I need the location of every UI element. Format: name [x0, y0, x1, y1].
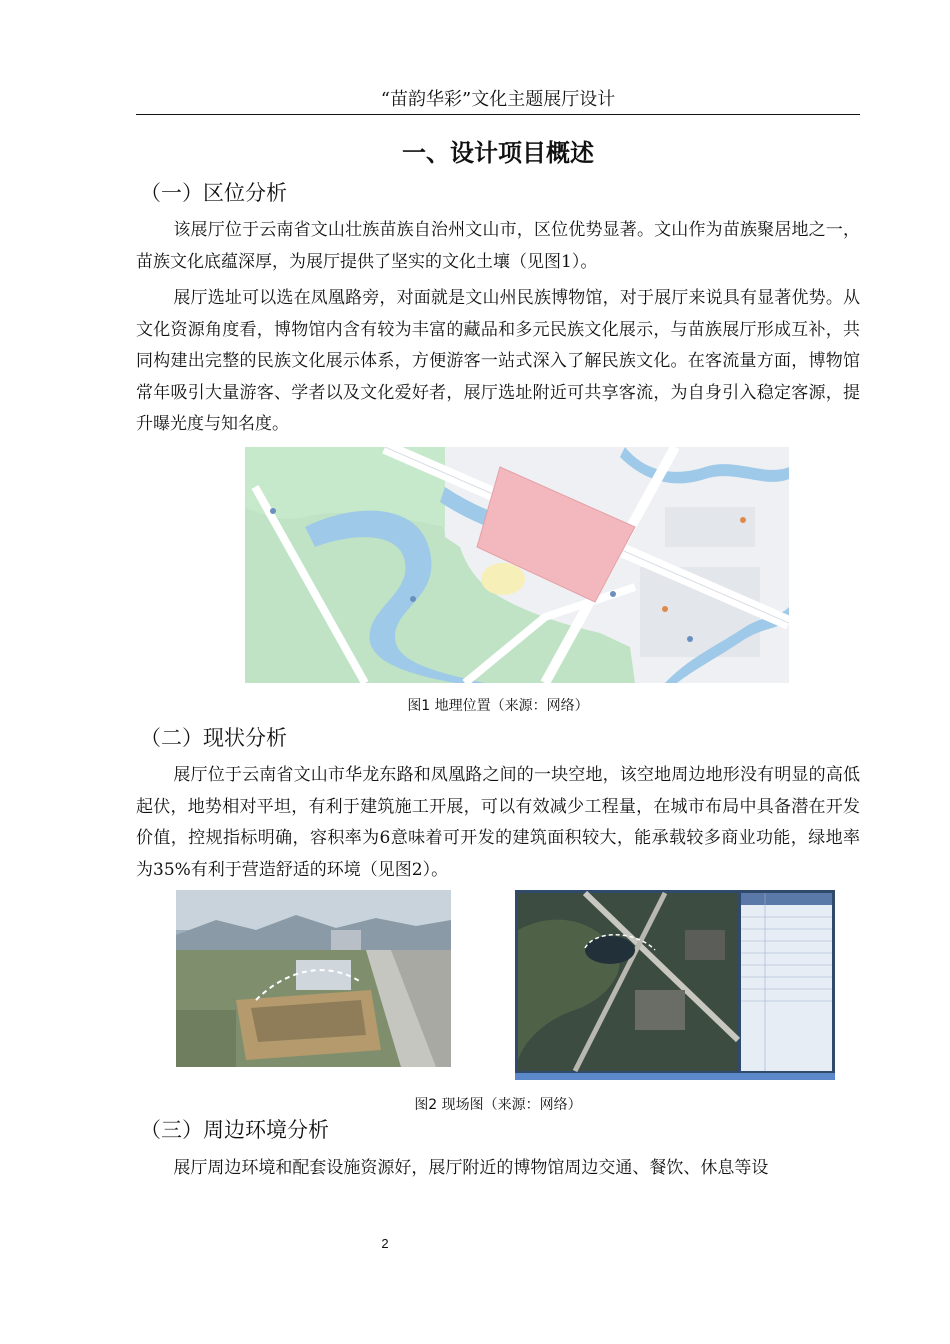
subsection-title-surroundings: （三）周边环境分析 [140, 1118, 329, 1142]
paragraph-location-2: 展厅选址可以选在凤凰路旁，对面就是文山州民族博物馆，对于展厅来说具有显著优势。从文化资源角度看，博物馆内含有较为丰富的藏品和多元民族文化展示，与苗族展厅形成互补，共同构建出完整的民族文化展示体系，方便游客一站式深入了解民族文化。在客流量方面，博物馆常年吸引大量游客、学者以及文化爱好者，展厅选址附近可共享客流，为自身引入稳定客源，提升曝光度与知名度。 [136, 288, 860, 434]
paragraph-surroundings-1: 展厅周边环境和配套设施资源好，展厅附近的博物馆周边交通、餐饮、休息等设 [173, 1158, 769, 1178]
running-header: “苗韵华彩”文化主题展厅设计 [380, 89, 616, 110]
header-rule [136, 114, 860, 115]
section-title: 一、设计项目概述 [402, 139, 594, 167]
figure-2-satellite-map [515, 890, 835, 1080]
figure-2-aerial-photo [176, 890, 451, 1067]
subsection-title-status: （二）现状分析 [140, 726, 287, 750]
page-number: 2 [381, 1236, 389, 1251]
figure-2-caption: 图2 现场图（来源：网络） [414, 1097, 582, 1113]
figure-1-caption: 图1 地理位置（来源：网络） [407, 698, 589, 714]
figure-1-map [245, 447, 789, 683]
subsection-title-location: （一）区位分析 [140, 181, 287, 205]
paragraph-status-1: 展厅位于云南省文山市华龙东路和凤凰路之间的一块空地，该空地周边地形没有明显的高低起伏，地势相对平坦，有利于建筑施工开展，可以有效减少工程量，在城市布局中具备潜在开发价值，控规指标明确，容积率为6意味着可开发的建筑面积较大，能承载较多商业功能，绿地率为35%有利于营造舒适的环境（见图2）。 [136, 765, 860, 880]
paragraph-location-1: 该展厅位于云南省文山壮族苗族自治州文山市，区位优势显著。文山作为苗族聚居地之一，苗族文化底蕴深厚，为展厅提供了坚实的文化土壤（见图1）。 [136, 220, 860, 272]
